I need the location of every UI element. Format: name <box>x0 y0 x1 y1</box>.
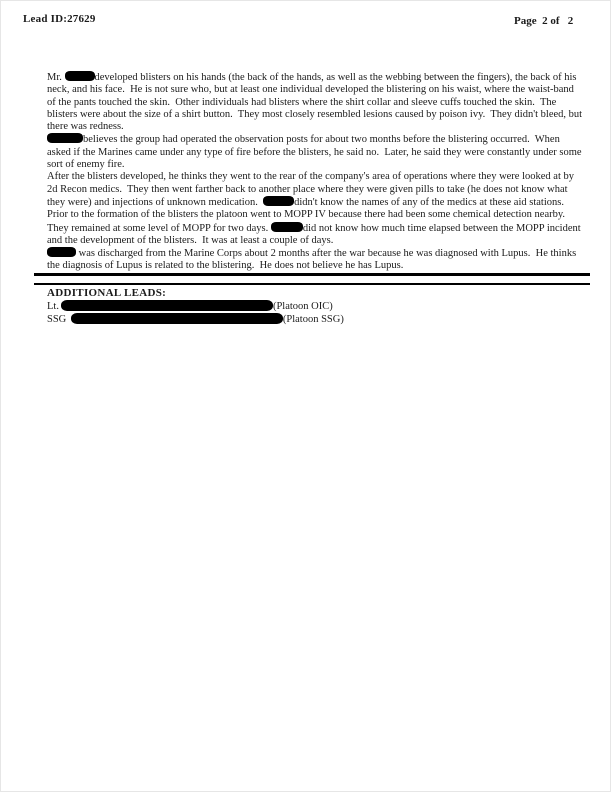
paragraph-text: believes the group had operated the observation posts for about two months before the blistering occurred. When asked if the Marines came under any type of fire before the blisters, he said no. Later, he said they were constantly under some sort of enemy fire. <box>47 134 585 171</box>
paragraph <box>47 209 583 247</box>
lead-id-label: Lead ID:27629 <box>23 13 96 25</box>
paragraph-text: Mr. <box>47 72 65 83</box>
page-number-label: Page 2 of 2 <box>514 15 574 27</box>
horizontal-rule <box>34 283 590 285</box>
paragraph-text: did not know how much time elapsed between the MOPP incident and the development of the blisters. It was at least a couple of days. <box>47 222 584 246</box>
paragraph <box>47 171 583 209</box>
horizontal-rule <box>34 273 590 276</box>
redaction-bar <box>47 133 83 143</box>
paragraph <box>47 71 583 133</box>
lead-suffix: (Platoon OIC) <box>272 300 333 312</box>
lead-entry <box>47 313 583 327</box>
lead-entry <box>47 300 583 314</box>
redaction-bar <box>71 313 283 324</box>
redaction-bar <box>65 71 95 81</box>
redaction-bar <box>47 247 76 257</box>
lead-suffix: (Platoon SSG) <box>282 314 344 326</box>
redaction-bar <box>271 222 303 232</box>
document-body <box>47 71 583 327</box>
lead-prefix: SSG <box>47 314 69 326</box>
redaction-bar <box>61 300 273 311</box>
additional-leads-heading: ADDITIONAL LEADS: <box>47 286 167 299</box>
paragraph <box>47 133 583 171</box>
paragraph-text: was discharged from the Marine Corps about 2 months after the war because he was diagnosed with Lupus. He thinks the diagnosis of Lupus is related to the blistering. He does not believe he has Lupus. <box>47 248 579 272</box>
paragraph-text: After the blisters developed, he thinks they went to the rear of the company's area of operations where they were looked at by 2d Recon medics. They then went farther back to another place where they were given pills to take (he does not know what they were) and injections of unknown medication. <box>47 171 577 208</box>
lead-prefix: Lt. <box>47 300 59 312</box>
paragraph-text: developed blisters on his hands (the back of the hands, as well as the webbing between the fingers), the back of his neck, and his face. He is not sure who, but at least one individual developed the blistering on his waist, where the waist-band of the pants touched the skin. Other individuals had blisters where the shirt collar and sleeve cuffs touched the skin. The blisters were about the size of a shirt button. They most closely resembled lesions caused by poison ivy. They didn't bleed, but there was redness. <box>47 72 585 133</box>
redaction-bar <box>263 196 294 206</box>
paragraph-text: didn't know the names of any of the medics at these aid stations. <box>294 196 564 208</box>
paragraph-text: Prior to the formation of the blisters the platoon went to MOPP IV because there had been some chemical detection nearby. They remained at some level of MOPP for two days. <box>47 209 571 234</box>
paragraph <box>47 247 583 273</box>
